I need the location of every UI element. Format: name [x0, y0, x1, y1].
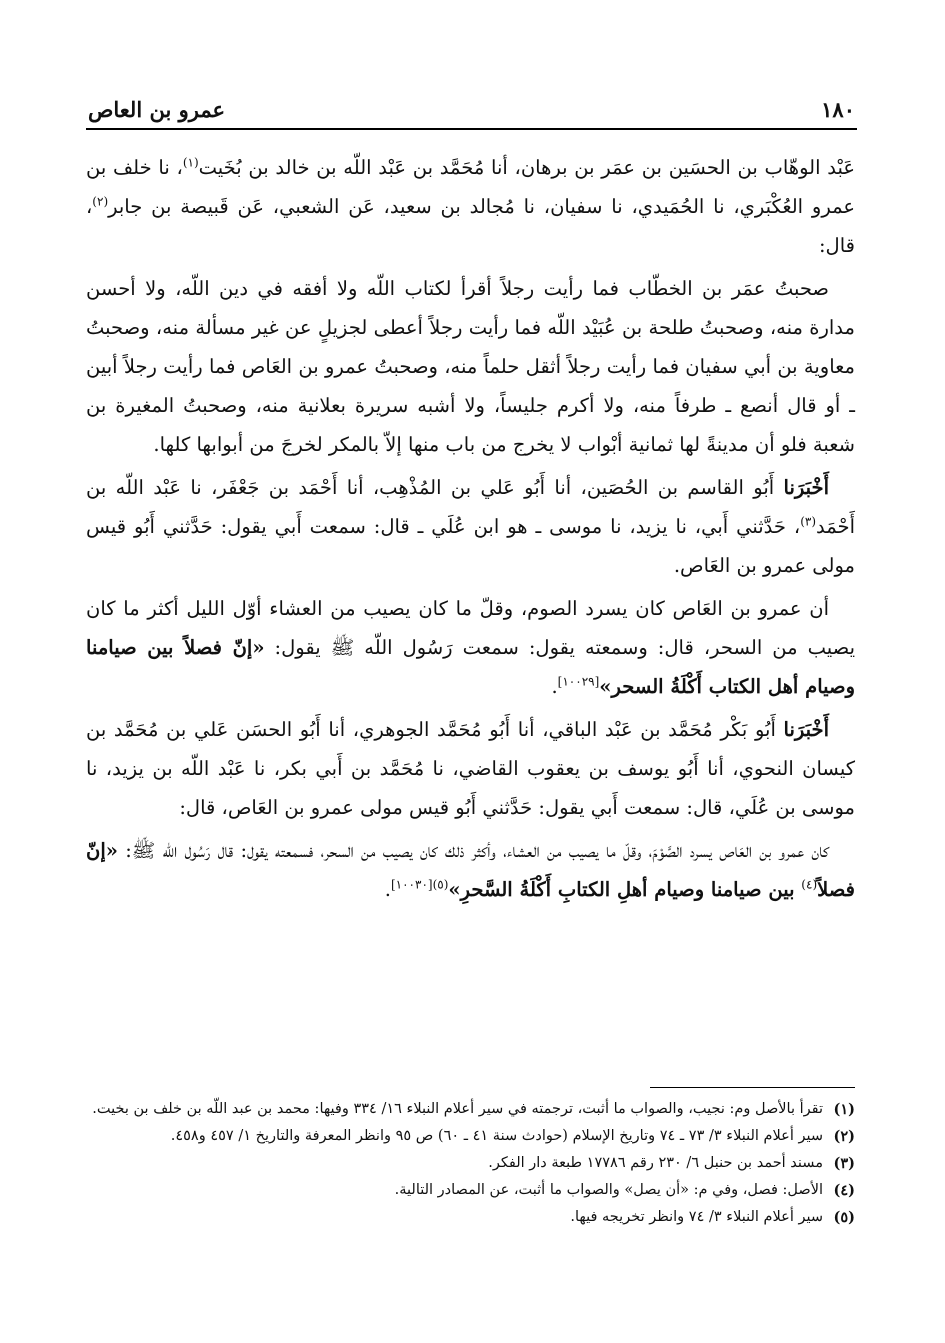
paragraph	[86, 148, 855, 265]
footnote-text: سير أعلام النبلاء ٣/ ٧٣ ـ ٧٤ وتاريخ الإسلام (حوادث سنة ٤١ ـ ٦٠) ص ٩٥ وانظر المعرفة والتاريخ ١/ ٤٥٧ و٤٥٨.	[170, 1128, 823, 1144]
bold-text: «إنّ فصلاً بين صيامنا وصيام أهل الكتاب أَكْلَةُ السحر»	[86, 636, 855, 698]
footnote-ref: (٤)	[801, 877, 818, 892]
footnote-number: (١)	[833, 1101, 855, 1118]
page-header	[88, 92, 855, 122]
footnote-ref: (٢)	[92, 194, 109, 209]
text-segment: صحبتُ عمَر بن الخطّاب فما رأيت رجلاً أقرأ لكتاب اللّه ولا أفقه في دين اللّه، ولا أحسن مدارة منه، وصحبتُ طلحة بن عُبَيْد اللّه فما رأيت رجلاً أعطى لجزيلٍ عن غير مسألة منه، وصحبتُ معاوية بن أبي سفيان فما رأيت رجلاً أثقل حلماً منه، وصحبتُ عمرو بن العَاص فما رأيت رجلاً أبين ـ أو قال أنصع ـ طرفاً منه، ولا أكرم جليساً، ولا أشبه سريرة بعلانية منه، وصحبتُ المغيرة بن شعبة فلو أن مدينةً لها ثمانية أبْواب لا يخرج من باب منها إلاّ بالمكر لخرجَ من أبوابها كلها.	[86, 277, 855, 456]
footnote-ref: [١٠٠٣٠]	[390, 877, 433, 892]
paragraph	[86, 589, 855, 706]
text-segment: .	[384, 878, 391, 901]
footnote-number: (٢)	[833, 1128, 855, 1145]
footnote	[86, 1123, 855, 1150]
footnote-ref: [١٠٠٢٩]	[557, 674, 600, 689]
bold-text: «إنّ فصلاً	[86, 839, 855, 901]
footnote-number: (٤)	[833, 1182, 855, 1199]
header-rule	[86, 128, 857, 130]
paragraph	[86, 831, 855, 909]
footnote-ref: (٣)	[800, 514, 817, 529]
footnote-text: سير أعلام النبلاء ٣/ ٧٤ وانظر تخريجه فيها.	[570, 1209, 823, 1225]
text-segment: ، حَدَّثني أَبي، نا يزيد، نا موسى ـ هو ابن عُلَي ـ قال: سمعت أَبي يقول: حَدَّثني أَبُو قيس مولى عمرو بن العَاص.	[86, 515, 855, 577]
text-segment: .	[551, 675, 558, 698]
footnote-rule	[650, 1087, 855, 1088]
paragraph	[86, 710, 855, 827]
bold-text: أَخْبَرَنا	[783, 718, 829, 741]
main-text	[86, 148, 855, 913]
text-segment: أَبُو بَكْر مُحَمَّد بن عَبْد الباقي، أنا أَبُو مُحَمَّد الجوهري، أنا أَبُو الحسَن عَلي بن مُحَمَّد بن كيسان النحوي، أنا أَبُو يوسف بن يعقوب القاضي، نا مُحَمَّد بن أَبي بكر، نا عَبْد اللّه بن يزيد، نا موسى بن عُلَي، قال: سمعت أَبي يقول: حَدَّثني أَبُو قيس مولى عمرو بن العَاص، قال:	[86, 718, 855, 819]
paragraph	[86, 269, 855, 464]
footnote-ref: (٥)	[432, 877, 449, 892]
paragraph	[86, 468, 855, 585]
footnote-number: (٥)	[833, 1209, 855, 1226]
bold-text: أَخْبَرَنا	[783, 476, 829, 499]
text-segment: ، قال:	[86, 195, 855, 257]
text-segment: كان عمرو بن العَاص يسرد الصَّوْمَ، وقلّ ما يصيب من العشاء، وأكثر ذلك كان يصيب من السحر، فسمعته يقول: قال رَسُول اللّه ﷺ:	[117, 839, 829, 862]
footnote-text: مسند أحمد بن حنبل ٦/ ٢٣٠ رقم ١٧٧٨٦ طبعة دار الفكر.	[488, 1155, 823, 1171]
text-segment: أن عمرو بن العَاص كان يسرد الصوم، وقلّ ما كان يصيب من العشاء أوّل الليل أكثر ما كان يصيب من السحر، قال: وسمعته يقول: سمعت رَسُول اللّه ﷺ يقول:	[86, 597, 855, 659]
footnote	[86, 1177, 855, 1204]
footnote	[86, 1204, 855, 1231]
text-segment: أَبُو القاسم بن الحُصَين، أنا أَبُو عَلي بن المُذْهِب، أنا أَحْمَد بن جَعْفَر، نا عَبْد اللّه بن أَحْمَد	[86, 476, 855, 538]
footnote-ref: (١)	[182, 155, 199, 170]
bold-text: بين صيامنا وصيام أهلِ الكتابِ أَكْلَةُ السَّحرِ»	[448, 878, 802, 901]
footnote	[86, 1096, 855, 1123]
text-segment: ، نا خلف بن عمرو العُكْبَري، نا الحُمَيدي، نا سفيان، نا مُجالد بن سعيد، عَن الشعبي، عَن قَبيصة بن جابر	[86, 156, 855, 218]
footnote-number: (٣)	[833, 1155, 855, 1172]
footnote-text: الأصل: فصل، وفي م: «أن يصل» والصواب ما أثبت، عن المصادر التالية.	[394, 1182, 823, 1198]
footnotes	[86, 1096, 855, 1231]
footnote-text: تقرأ بالأصل وم: نجيب، والصواب ما أثبت، ترجمته في سير أعلام النبلاء ١٦/ ٣٣٤ وفيها: محمد بن عبد اللّه بن خلف بن بخيت.	[92, 1101, 823, 1117]
footnote	[86, 1150, 855, 1177]
running-title: عمرو بن العاص	[88, 97, 226, 122]
page-number: ١٨٠	[821, 97, 855, 122]
text-segment: عَبْد الوهّاب بن الحسَين بن عمَر بن برهان، أنا مُحَمَّد بن عَبْد اللّه بن خالد بن بُخَيت	[198, 156, 855, 179]
